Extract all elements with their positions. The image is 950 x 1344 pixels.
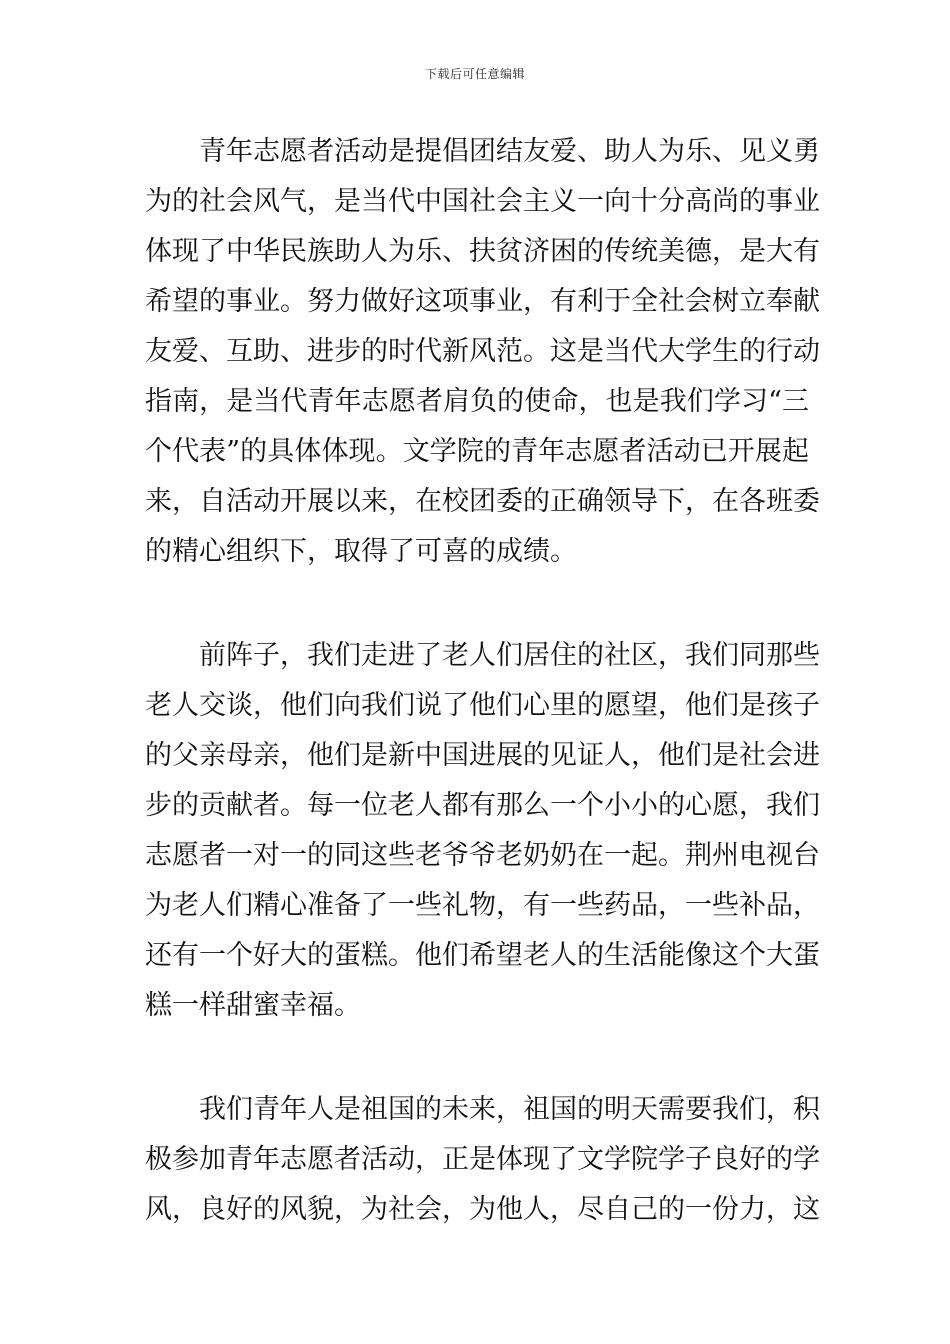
- paragraph-line: 我们青年人是祖国的未来，祖国的明天需要我们，积: [199, 1094, 820, 1125]
- paragraph-line: 青年志愿者活动是提倡团结友爱、助人为乐、见义勇: [199, 136, 820, 167]
- paragraph-line: 志愿者一对一的同这些老爷爷老奶奶在一起。荆州电视台: [145, 840, 820, 871]
- paragraph-line: 个代表”的具体体现。文学院的青年志愿者活动已开展起: [145, 436, 809, 467]
- paragraph-line: 步的贡献者。每一位老人都有那么一个小小的心愿，我们: [145, 790, 820, 821]
- paragraph-spacer: [145, 582, 809, 636]
- paragraph-2: [145, 636, 820, 1036]
- paragraph-line: 为老人们精心准备了一些礼物，有一些药品，一些补品，: [145, 890, 820, 921]
- paragraph-line: 前阵子，我们走进了老人们居住的社区，我们同那些: [199, 640, 820, 671]
- paragraph-line: 老人交谈，他们向我们说了他们心里的愿望，他们是孩子: [145, 690, 820, 721]
- paragraph-line: 风，良好的风貌，为社会，为他人，尽自己的一份力，这: [145, 1194, 820, 1225]
- paragraph-line: 希望的事业。努力做好这项事业，有利于全社会树立奉献: [145, 286, 820, 317]
- paragraph-line: 的父亲母亲，他们是新中国进展的见证人，他们是社会进: [145, 740, 820, 771]
- paragraph-3: [145, 1090, 820, 1240]
- paragraph-1: [145, 132, 820, 582]
- paragraph-line: 体现了中华民族助人为乐、扶贫济困的传统美德，是大有: [145, 236, 820, 267]
- paragraph-line: 糕一样甜蜜幸福。: [145, 990, 361, 1021]
- paragraph-line: 的精心组织下，取得了可喜的成绩。: [145, 536, 577, 567]
- paragraph-line: 为的社会风气，是当代中国社会主义一向十分高尚的事业: [145, 186, 820, 217]
- page-header: 下载后可任意编辑: [424, 67, 525, 81]
- paragraph-line: 极参加青年志愿者活动，正是体现了文学院学子良好的学: [145, 1144, 820, 1175]
- document-body: [145, 132, 820, 1240]
- paragraph-line: 来，自活动开展以来，在校团委的正确领导下，在各班委: [145, 486, 820, 517]
- paragraph-line: 友爱、互助、进步的时代新风范。这是当代大学生的行动: [145, 336, 820, 367]
- paragraph-line: 还有一个好大的蛋糕。他们希望老人的生活能像这个大蛋: [145, 940, 820, 971]
- paragraph-spacer: [145, 1036, 809, 1090]
- paragraph-line: 指南，是当代青年志愿者肩负的使命，也是我们学习“三: [145, 386, 809, 417]
